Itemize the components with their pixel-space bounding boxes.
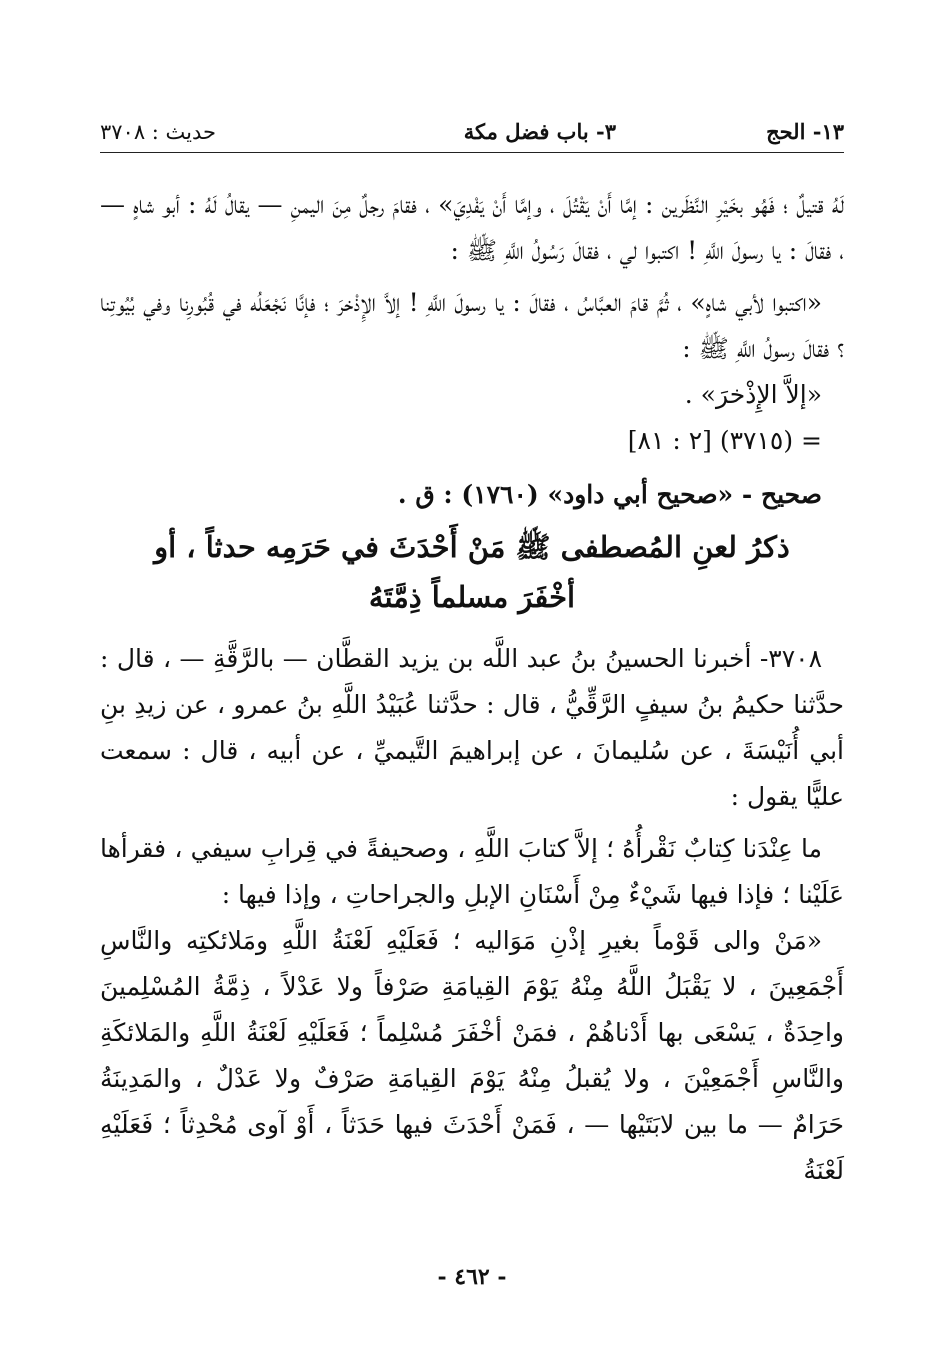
page-body (100, 182, 844, 1194)
hadith-matn-quote: «مَنْ والى قَوْماً بغيرِ إذْنِ مَوَاليه ؛ فَعَلَيْهِ لَعْنَةُ اللَّهِ ومَلائكتِه والنَّاسِ أَجْمَعِينَ ، لا يَقْبَلُ اللَّهُ مِنْهُ يَوْمَ القِيامَةِ صَرْفاً ولا عَدْلاً ، ذِمَّةُ المُسْلِمينَ واحِدَةٌ ، يَسْعَى بها أَدْناهُمْ ، فمَنْ أخْفَرَ مُسْلِماً ؛ فَعَلَيْهِ لَعْنَةُ اللَّهِ والمَلائكَةِ والنَّاسِ أَجْمَعِيْنَ ، ولا يُقبلُ مِنْهُ يَوْمَ القِيامَةِ صَرْفٌ ولا عَدْلٌ ، والمَدِينَةُ حَرَامٌ — ما بين لابَتَيْها — ، فَمَنْ أَحْدَثَ فيها حَدَثاً ، أَوْ آوى مُحْدِثاً ؛ فَعَلَيْهِ لَعْنَةُ (100, 926, 844, 1185)
paragraph-prophet-command: «اكتبوا لأبي شاهٍ» ، ثُمَّ قامَ العبَّاسُ ، فقالَ : يا رسولَ اللَّهِ ! إلاَّ الإِذْخرَ ؛ فإنَّا نَجْعَلُه في قُبُورِنا وفي بُيُوتِنا ؟ فقالَ رسولُ اللَّهِ ﷺ : (100, 288, 844, 363)
section-title: ٣- باب فضل مكة (463, 119, 616, 144)
isnad-text: أخبرنا الحسينُ بنُ عبد اللَّه بن يزيد القطَّان — بالرَّقَّةِ — ، قال : حدَّثنا حكيمُ بنُ سيفٍ الرَّقِّيُّ ، قال : حدَّثنا عُبَيْدُ اللَّهِ بنُ عمرو ، عن زيدِ بنِ أبي أُنَيْسَةَ ، عن سُليمانَ ، عن إبراهيمَ التَّيميِّ ، عن أبيه ، قال : سمعت عليًّا يقول : (100, 644, 844, 811)
chapter-heading (100, 522, 844, 622)
chapter-heading-line-1: ذكرُ لعنِ المُصطفى ﷺ مَنْ أَحْدَثَ في حَرَمِه حدثاً ، أو (154, 530, 790, 564)
running-header (100, 108, 844, 153)
chapter-heading-line-2: أخْفَرَ مسلماً ذِمَّتَهُ (368, 580, 576, 614)
paragraph-exception: «إلاَّ الإِذْخرَ» . (684, 380, 822, 409)
paragraph-continuation: لَهُ قتيلٌ ؛ فَهُو بخَيْرِ النَّظَرين : إمَّا أَنْ يَقْتُلَ ، وإمَّا أَنْ يَفْدِيَ» ، فقامَ رجلٌ مِنَ اليمنِ — يقالُ لَهُ : أبو شاهٍ — ، فقالَ : يا رسولَ اللَّهِ ! اكتبوا لي ، فقالَ رَسُولُ اللَّهِ ﷺ : (100, 190, 844, 265)
chapter-title: ١٣- الحج (766, 119, 844, 144)
hadith-matn-intro: ما عِنْدَنا كِتابٌ نَقْرأُهُ ؛ إلاَّ كتابَ اللَّهِ ، وصحيفةً في قِرابِ سيفي ، فقرأها عَلَيْنا ؛ فإذا فيها شَيْءٌ مِنْ أَسْنَانِ الإبلِ والجراحاتِ ، وإذا فيها : (100, 834, 844, 909)
hadith-isnad (100, 636, 844, 820)
page-number: - ٤٦٢ - (437, 1264, 507, 1290)
hadith-number: ٣٧٠٨- (759, 644, 822, 673)
hadith-grade: صحيح - «صحيح أبي داود» (١٧٦٠) : ق . (397, 480, 822, 509)
hadith-reference: حديث : ٣٧٠٨ (100, 120, 217, 144)
cross-reference: = (٣٧١٥) [٢ : ٨١] (627, 426, 822, 455)
